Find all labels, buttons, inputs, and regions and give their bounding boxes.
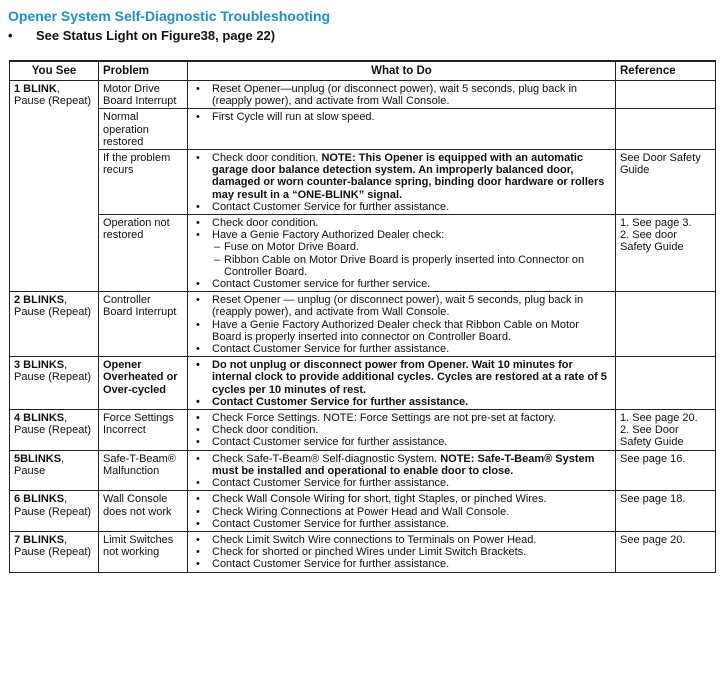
reference-cell: 1. See page 3. 2. See door Safety Guide bbox=[616, 215, 716, 292]
list-item: • Check Safe-T-Beam® Self-diagnostic System. NOTE: Safe-T-Beam® System must be installed and operational to enable door to close. bbox=[192, 453, 611, 477]
table-header-row bbox=[10, 61, 716, 81]
problem-cell: Opener Overheated or Over-cycled bbox=[99, 357, 188, 410]
what-to-do-cell bbox=[188, 215, 616, 292]
what-to-do-cell bbox=[188, 81, 616, 109]
what-to-do-cell bbox=[188, 357, 616, 410]
page-title: Opener System Self-Diagnostic Troubleshooting bbox=[8, 8, 331, 24]
table-row bbox=[10, 531, 716, 572]
reference-cell: See Door Safety Guide bbox=[616, 150, 716, 215]
table-row bbox=[10, 215, 716, 292]
problem-cell: Safe-T-Beam® Malfunction bbox=[99, 450, 188, 491]
list-item: • Contact Customer Service for further assistance. bbox=[192, 396, 611, 408]
what-to-do-cell bbox=[188, 531, 616, 572]
list-subitem: – Fuse on Motor Drive Board. bbox=[192, 241, 611, 253]
header-reference: Reference bbox=[616, 61, 716, 81]
table-row bbox=[10, 491, 716, 532]
list-item: • Check Limit Switch Wire connections to Terminals on Power Head. bbox=[192, 534, 611, 546]
you-see-cell bbox=[10, 215, 99, 292]
subtitle-text: See Status Light on Figure38, page 22) bbox=[36, 28, 276, 43]
list-item: • Have a Genie Factory Authorized Dealer check that Ribbon Cable on Motor Board is properly inserted into connector on Controller Board. bbox=[192, 319, 611, 343]
problem-cell: Operation not restored bbox=[99, 215, 188, 292]
you-see-cell: 7 BLINKS, Pause (Repeat) bbox=[10, 531, 99, 572]
list-item: • Check for shorted or pinched Wires under Limit Switch Brackets. bbox=[192, 546, 611, 558]
you-see-cell bbox=[10, 150, 99, 215]
reference-cell bbox=[616, 357, 716, 410]
you-see-cell: 4 BLINKS, Pause (Repeat) bbox=[10, 410, 99, 451]
table-row bbox=[10, 357, 716, 410]
problem-cell: Wall Console does not work bbox=[99, 491, 188, 532]
list-item: • Contact Customer Service for further assistance. bbox=[192, 477, 611, 489]
list-item: • Check door condition. bbox=[192, 424, 611, 436]
list-item: • Reset Opener — unplug (or disconnect power), wait 5 seconds, plug back in (reapply power), and activate from Wall Console. bbox=[192, 294, 611, 318]
what-to-do-cell bbox=[188, 109, 616, 150]
problem-cell: Limit Switches not working bbox=[99, 531, 188, 572]
reference-cell: See page 16. bbox=[616, 450, 716, 491]
you-see-cell: 2 BLINKS, Pause (Repeat) bbox=[10, 292, 99, 357]
what-to-do-cell bbox=[188, 150, 616, 215]
problem-cell: Controller Board Interrupt bbox=[99, 292, 188, 357]
troubleshooting-table bbox=[9, 60, 716, 573]
bullet-icon: • bbox=[8, 28, 13, 43]
reference-cell bbox=[616, 109, 716, 150]
list-item: • Check door condition. NOTE: This Opener is equipped with an automatic garage door balance detection system. An improperly balanced door, damaged or worn counter-balance spring, binding door hardware or rollers may result in a “ONE-BLINK” signal. bbox=[192, 152, 611, 201]
table-row bbox=[10, 292, 716, 357]
problem-cell: If the problem recurs bbox=[99, 150, 188, 215]
what-to-do-cell bbox=[188, 450, 616, 491]
table-row bbox=[10, 109, 716, 150]
you-see-cell: 5BLINKS, Pause bbox=[10, 450, 99, 491]
what-to-do-cell bbox=[188, 292, 616, 357]
list-item: • Do not unplug or disconnect power from Opener. Wait 10 minutes for internal clock to provide additional cycles. Cycles are restored at a rate of 5 cycles per 10 minutes of rest. bbox=[192, 359, 611, 396]
reference-cell: 1. See page 20. 2. See Door Safety Guide bbox=[616, 410, 716, 451]
page-subtitle bbox=[8, 28, 275, 43]
you-see-cell bbox=[10, 109, 99, 150]
list-item: • Have a Genie Factory Authorized Dealer check: bbox=[192, 229, 611, 241]
what-to-do-cell bbox=[188, 410, 616, 451]
reference-cell bbox=[616, 81, 716, 109]
reference-cell bbox=[616, 292, 716, 357]
what-to-do-cell bbox=[188, 491, 616, 532]
reference-cell: See page 20. bbox=[616, 531, 716, 572]
header-you-see: You See bbox=[10, 61, 99, 81]
table-row bbox=[10, 81, 716, 109]
table-row bbox=[10, 410, 716, 451]
list-item: • Check Wall Console Wiring for short, tight Staples, or pinched Wires. bbox=[192, 493, 611, 505]
list-item: • Contact Customer service for further service. bbox=[192, 278, 611, 290]
problem-cell: Normal operation restored bbox=[99, 109, 188, 150]
you-see-cell: 6 BLINKS, Pause (Repeat) bbox=[10, 491, 99, 532]
list-item: • First Cycle will run at slow speed. bbox=[192, 111, 611, 123]
reference-cell: See page 18. bbox=[616, 491, 716, 532]
you-see-cell: 1 BLINK, Pause (Repeat) bbox=[10, 81, 99, 109]
header-what-to-do: What to Do bbox=[188, 61, 616, 81]
list-item: • Contact Customer service for further assistance. bbox=[192, 436, 611, 448]
list-item: • Contact Customer Service for further assistance. bbox=[192, 201, 611, 213]
header-problem: Problem bbox=[99, 61, 188, 81]
list-subitem: – Ribbon Cable on Motor Drive Board is properly inserted into Connector on Controller Board. bbox=[192, 254, 611, 278]
list-item: • Contact Customer Service for further assistance. bbox=[192, 558, 611, 570]
list-item: • Check door condition. bbox=[192, 217, 611, 229]
table-row bbox=[10, 150, 716, 215]
problem-cell: Force Settings Incorrect bbox=[99, 410, 188, 451]
list-item: • Contact Customer Service for further assistance. bbox=[192, 343, 611, 355]
list-item: • Reset Opener—unplug (or disconnect power), wait 5 seconds, plug back in (reapply power), and activate from Wall Console. bbox=[192, 83, 611, 107]
table-row bbox=[10, 450, 716, 491]
problem-cell: Motor Drive Board Interrupt bbox=[99, 81, 188, 109]
you-see-cell: 3 BLINKS, Pause (Repeat) bbox=[10, 357, 99, 410]
list-item: • Contact Customer Service for further assistance. bbox=[192, 518, 611, 530]
list-item: • Check Force Settings. NOTE: Force Settings are not pre-set at factory. bbox=[192, 412, 611, 424]
list-item: • Check Wiring Connections at Power Head and Wall Console. bbox=[192, 506, 611, 518]
